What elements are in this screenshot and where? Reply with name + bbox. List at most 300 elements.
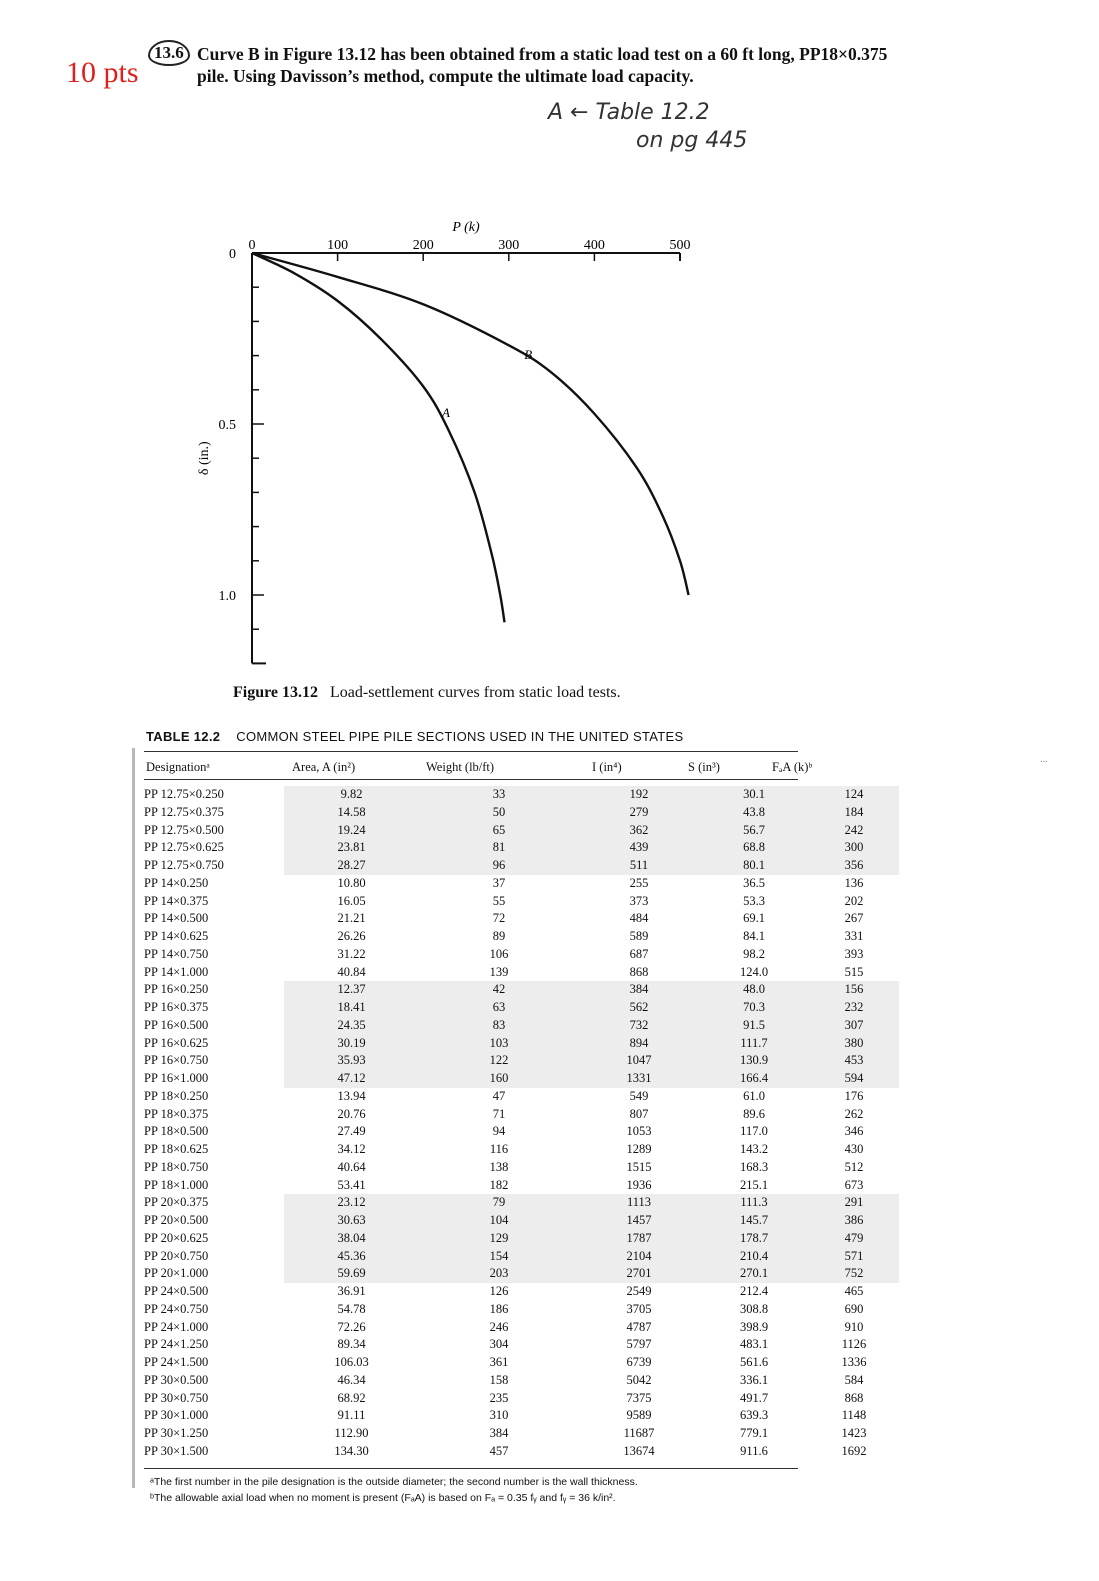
problem-number: 13.6 — [148, 40, 190, 66]
table-cell: 182 — [489, 1177, 509, 1192]
table-cell: 868 — [629, 964, 649, 979]
table-cell: 46.34 — [337, 1372, 366, 1387]
table-cell: 5797 — [626, 1337, 652, 1352]
table-cell: 111.3 — [699, 1194, 809, 1212]
table-row — [144, 1052, 899, 1070]
column-header-designation: Designationᵃ — [146, 760, 210, 774]
table-cell: 752 — [809, 1265, 899, 1283]
table-cell: 178.7 — [699, 1230, 809, 1248]
x-tick-label: 200 — [412, 238, 434, 253]
table-cell: 479 — [809, 1230, 899, 1248]
table-cell: 89.34 — [337, 1337, 366, 1352]
table-cell: 491.7 — [739, 1390, 769, 1405]
column-header-inertia: I (in⁴) — [592, 760, 622, 774]
table-cell: 562 — [579, 999, 699, 1017]
table-cell: 20.76 — [337, 1106, 366, 1121]
curve-a — [252, 253, 505, 622]
table-cell: 14.58 — [284, 804, 419, 822]
table-cell: 571 — [809, 1248, 899, 1266]
table-cell: 59.69 — [284, 1265, 419, 1283]
table-cell: PP 24×1.500 — [144, 1355, 209, 1369]
table-cell: 267 — [844, 911, 864, 926]
table-cell: 69.1 — [743, 911, 765, 926]
table-cell: 356 — [809, 857, 899, 875]
x-tick-label: 0 — [248, 238, 256, 253]
table-cell: PP 18×0.750 — [144, 1159, 209, 1174]
table-cell: 68.92 — [337, 1390, 366, 1405]
table-cell: 98.2 — [743, 946, 765, 961]
table-cell: 1515 — [626, 1159, 652, 1174]
table-cell: PP 16×0.250 — [144, 982, 209, 997]
table-cell: 168.3 — [739, 1159, 769, 1174]
table-cell: 129 — [419, 1230, 579, 1248]
table-cell: 639.3 — [739, 1408, 769, 1423]
table-cell: 11687 — [623, 1426, 655, 1440]
table-row — [144, 1123, 899, 1141]
table-cell: 6739 — [626, 1355, 652, 1369]
table-row — [144, 1372, 899, 1390]
scan-edge-bar — [132, 748, 135, 1488]
table-cell: 156 — [809, 981, 899, 999]
table-cell: 910 — [844, 1319, 864, 1334]
table-cell: 24.35 — [284, 1017, 419, 1035]
table-cell: PP 12.75×0.625 — [144, 840, 224, 855]
table-cell: 732 — [579, 1017, 699, 1035]
table-cell: 31.22 — [337, 946, 366, 961]
table-row — [144, 1283, 899, 1301]
table-cell: PP 14×0.250 — [144, 875, 209, 890]
table-cell: 807 — [629, 1106, 649, 1121]
table-cell: 346 — [844, 1124, 864, 1139]
table-cell: 42 — [419, 981, 579, 999]
table-cell: PP 18×0.250 — [144, 1088, 209, 1103]
table-cell: 72.26 — [337, 1319, 366, 1334]
table-cell: 515 — [844, 964, 864, 979]
table-cell: 80.1 — [699, 857, 809, 875]
table-cell: 111.7 — [699, 1035, 809, 1053]
table-row — [144, 1265, 899, 1283]
table-cell: 255 — [629, 875, 649, 890]
table-cell: 176 — [844, 1088, 864, 1103]
table-cell: 242 — [809, 822, 899, 840]
table-cell: 116 — [489, 1142, 509, 1156]
table-cell: 13674 — [623, 1443, 655, 1458]
table-cell: 361 — [489, 1355, 509, 1369]
table-cell: 1457 — [579, 1212, 699, 1230]
margin-mark: ... — [1040, 754, 1048, 765]
table-row — [144, 946, 899, 964]
table-cell: 79 — [419, 1194, 579, 1212]
table-cell: 47.12 — [284, 1070, 419, 1088]
table-cell: 136 — [844, 875, 864, 890]
table-cell: 1692 — [841, 1443, 867, 1458]
table-cell: 184 — [809, 804, 899, 822]
table-row — [144, 1301, 899, 1319]
table-cell: 47 — [492, 1088, 506, 1103]
table-cell: PP 30×0.750 — [144, 1390, 209, 1405]
table-cell: 380 — [809, 1035, 899, 1053]
table-cell: PP 12.75×0.750 — [144, 858, 224, 872]
table-cell: 511 — [579, 857, 699, 875]
table-cell: 154 — [419, 1248, 579, 1266]
table-cell: 594 — [809, 1070, 899, 1088]
table-cell: 23.12 — [284, 1194, 419, 1212]
table-cell: 439 — [579, 839, 699, 857]
table-cell: PP 12.75×0.375 — [144, 804, 224, 819]
table-row — [144, 928, 899, 946]
table-cell: 1047 — [579, 1052, 699, 1070]
table-cell: 103 — [419, 1035, 579, 1053]
table-cell: 91.11 — [337, 1408, 366, 1423]
table-cell: 308.8 — [739, 1301, 769, 1316]
table-cell: 212.4 — [739, 1284, 769, 1298]
table-row — [144, 1194, 899, 1212]
table-cell: 112.90 — [334, 1426, 369, 1440]
table-cell: 71 — [492, 1106, 506, 1121]
x-tick-label: 100 — [327, 238, 349, 253]
table-row — [144, 1159, 899, 1177]
table-cell: 23.81 — [284, 839, 419, 857]
y-tick-label: 1.0 — [218, 589, 236, 604]
table-top-rule — [144, 751, 798, 752]
table-cell: 393 — [844, 946, 864, 961]
table-cell: 91.5 — [699, 1017, 809, 1035]
table-cell: 561.6 — [739, 1355, 769, 1369]
table-cell: PP 16×0.625 — [144, 1035, 209, 1050]
table-cell: PP 18×0.625 — [144, 1142, 209, 1156]
column-header-area: Area, A (in²) — [292, 760, 356, 774]
table-cell: 779.1 — [739, 1426, 769, 1440]
table-cell: 673 — [844, 1177, 864, 1192]
table-row — [144, 1141, 899, 1159]
table-cell: 235 — [489, 1390, 509, 1405]
table-cell: 45.36 — [284, 1248, 419, 1266]
column-header-allowable-load: FₐA (k)ᵇ — [772, 760, 813, 774]
table-cell: 160 — [419, 1070, 579, 1088]
figure-caption-text: Load-settlement curves from static load tests. — [330, 684, 621, 701]
table-label: TABLE 12.2 — [146, 729, 221, 744]
table-cell: PP 14×0.500 — [144, 911, 209, 926]
table-cell: 373 — [629, 893, 649, 908]
table-cell: 48.0 — [699, 981, 809, 999]
table-cell: 19.24 — [284, 822, 419, 840]
curve-b-label: B — [524, 347, 533, 363]
table-cell: 1331 — [579, 1070, 699, 1088]
table-row — [144, 1443, 899, 1461]
footnote-b: ᵇThe allowable axial load when no moment is present (FₐA) is based on Fₐ = 0.35 fᵧ and fᵧ = 36 k/in². — [150, 1492, 616, 1504]
table-cell: PP 20×0.625 — [144, 1230, 209, 1245]
table-cell: 687 — [629, 946, 649, 961]
table-cell: 215.1 — [739, 1177, 769, 1192]
table-cell: PP 20×0.500 — [144, 1213, 209, 1227]
table-cell: 1787 — [579, 1230, 699, 1248]
table-cell: 270.1 — [699, 1265, 809, 1283]
table-cell: 94 — [492, 1124, 506, 1139]
table-cell: 63 — [419, 999, 579, 1017]
table-cell: 89.6 — [743, 1106, 765, 1121]
table-cell: PP 18×0.375 — [144, 1106, 209, 1121]
figure-caption-number: Figure 13.12 — [233, 684, 319, 701]
table-cell: 35.93 — [284, 1052, 419, 1070]
table-cell: 232 — [809, 999, 899, 1017]
table-cell: 210.4 — [699, 1248, 809, 1266]
table-cell: 484 — [629, 911, 649, 926]
table-cell: 145.7 — [699, 1212, 809, 1230]
table-cell: 384 — [579, 981, 699, 999]
table-cell: 130.9 — [699, 1052, 809, 1070]
table-cell: 1936 — [626, 1177, 652, 1192]
table-row — [144, 839, 899, 857]
table-cell: 911.6 — [740, 1443, 768, 1458]
table-cell: 465 — [844, 1284, 864, 1298]
table-cell: 1113 — [579, 1194, 699, 1212]
table-cell: 126 — [489, 1284, 509, 1298]
table-cell: PP 14×0.625 — [144, 929, 209, 943]
table-row — [144, 893, 899, 911]
table-cell: 310 — [489, 1408, 509, 1423]
table-cell: 336.1 — [739, 1372, 769, 1387]
table-cell: 36.5 — [743, 875, 765, 890]
table-cell: PP 18×1.000 — [144, 1177, 209, 1192]
table-cell: PP 24×0.750 — [144, 1301, 209, 1316]
table-cell: 26.26 — [337, 929, 366, 943]
table-cell: 50 — [419, 804, 579, 822]
table-cell: 84.1 — [743, 929, 765, 943]
table-row — [144, 1035, 899, 1053]
table-cell: 106.03 — [334, 1355, 369, 1369]
table-row — [144, 1230, 899, 1248]
table-row — [144, 1248, 899, 1266]
table-row — [144, 822, 899, 840]
table-cell: PP 30×1.500 — [144, 1443, 209, 1458]
table-cell: 1126 — [841, 1337, 867, 1352]
table-cell: 139 — [489, 964, 509, 979]
handwritten-note-line-2: on pg 445 — [636, 128, 748, 153]
table-row — [144, 857, 899, 875]
table-cell: 1336 — [841, 1355, 867, 1369]
table-cell: 457 — [489, 1443, 509, 1458]
table-row — [144, 875, 899, 893]
table-cell: PP 14×0.375 — [144, 893, 209, 908]
table-cell: PP 16×1.000 — [144, 1071, 209, 1085]
table-cell: PP 20×0.375 — [144, 1195, 209, 1210]
table-title-text: COMMON STEEL PIPE PILE SECTIONS USED IN THE UNITED STATES — [236, 729, 684, 744]
table-cell: 37 — [492, 875, 506, 890]
table-cell: 2701 — [579, 1265, 699, 1283]
table-cell: 55 — [492, 893, 506, 908]
table-cell: 2549 — [626, 1284, 652, 1298]
table-cell: 72 — [492, 911, 506, 926]
table-title — [146, 729, 683, 744]
table-cell: 483.1 — [739, 1337, 769, 1352]
table-cell: 21.21 — [337, 911, 366, 926]
table-cell: PP 12.75×0.250 — [144, 787, 224, 801]
table-cell: 166.4 — [699, 1070, 809, 1088]
table-cell: 362 — [579, 822, 699, 840]
table-cell: 2104 — [579, 1248, 699, 1266]
table-cell: 16.05 — [337, 893, 366, 908]
table-cell: 83 — [419, 1017, 579, 1035]
table-row — [144, 786, 899, 804]
table-row — [144, 1212, 899, 1230]
table-row — [144, 1336, 899, 1354]
table-cell: 38.04 — [284, 1230, 419, 1248]
column-header-section-modulus: S (in³) — [688, 760, 720, 774]
table-cell: 70.3 — [699, 999, 809, 1017]
y-tick-label: 0 — [229, 247, 236, 262]
table-row — [144, 1070, 899, 1088]
table-cell: 690 — [844, 1301, 864, 1316]
table-cell: 186 — [489, 1301, 509, 1316]
table-cell: 10.80 — [337, 875, 366, 890]
table-cell: 65 — [419, 822, 579, 840]
table-cell: 589 — [629, 929, 649, 943]
table-row — [144, 1017, 899, 1035]
table-cell: 549 — [629, 1088, 649, 1103]
table-cell: 300 — [809, 839, 899, 857]
table-row — [144, 1088, 899, 1106]
table-cell: PP 24×1.250 — [144, 1337, 209, 1352]
pile-sections-table — [144, 786, 899, 1461]
table-cell: 386 — [809, 1212, 899, 1230]
table-cell: PP 30×0.500 — [144, 1372, 209, 1387]
table-cell: 61.0 — [743, 1088, 765, 1103]
table-cell: PP 24×1.000 — [144, 1319, 209, 1334]
table-cell: 68.8 — [699, 839, 809, 857]
load-settlement-chart — [180, 210, 720, 680]
table-cell: PP 30×1.250 — [144, 1426, 209, 1440]
table-cell: PP 20×1.000 — [144, 1266, 209, 1281]
table-row — [144, 1106, 899, 1124]
footnote-a: ᵃThe first number in the pile designation is the outside diameter; the second number is the wall thickness. — [150, 1476, 638, 1488]
table-cell: 4787 — [626, 1319, 652, 1334]
table-cell: 398.9 — [739, 1319, 769, 1334]
table-cell: 36.91 — [337, 1284, 366, 1298]
table-cell: 262 — [844, 1106, 864, 1121]
table-header-rule — [144, 779, 798, 780]
table-row — [144, 804, 899, 822]
table-row — [144, 1319, 899, 1337]
table-cell: 34.12 — [337, 1142, 366, 1156]
table-cell: 158 — [489, 1372, 509, 1387]
table-cell: PP 16×0.500 — [144, 1017, 209, 1032]
table-cell: 124.0 — [739, 964, 769, 979]
table-cell: 3705 — [626, 1301, 652, 1316]
table-cell: 279 — [579, 804, 699, 822]
table-cell: 43.8 — [699, 804, 809, 822]
table-cell: 106 — [489, 946, 509, 961]
table-cell: 1423 — [841, 1426, 867, 1440]
table-cell: PP 16×0.375 — [144, 1000, 209, 1014]
column-header-weight: Weight (lb/ft) — [426, 760, 495, 774]
table-cell: 9589 — [626, 1408, 652, 1423]
x-tick-label: 300 — [498, 238, 520, 253]
table-row — [144, 1425, 899, 1443]
table-cell: 138 — [489, 1159, 509, 1174]
table-cell: PP 12.75×0.500 — [144, 822, 224, 837]
table-row — [144, 1177, 899, 1195]
table-cell: 134.30 — [334, 1443, 369, 1458]
x-axis-label: P (k) — [452, 220, 480, 235]
table-cell: 7375 — [626, 1390, 652, 1405]
table-cell: 18.41 — [284, 999, 419, 1017]
table-cell: 202 — [844, 893, 864, 908]
table-cell: PP 18×0.500 — [144, 1124, 209, 1139]
handwritten-note-line-1: A ← Table 12.2 — [548, 100, 710, 125]
table-cell: 53.3 — [743, 893, 765, 908]
question-line-2: pile. Using Davisson’s method, compute the ultimate load capacity. — [197, 66, 694, 86]
table-cell: 331 — [844, 929, 864, 943]
table-cell: 512 — [844, 1159, 864, 1174]
table-cell: 30.1 — [699, 786, 809, 804]
table-cell: 40.64 — [337, 1159, 366, 1174]
points-label: 10 pts — [66, 56, 139, 89]
table-cell: 203 — [419, 1265, 579, 1283]
table-cell: 291 — [809, 1194, 899, 1212]
table-cell: 430 — [844, 1142, 864, 1156]
table-cell: 143.2 — [739, 1142, 769, 1156]
table-cell: 13.94 — [337, 1088, 366, 1103]
table-cell: 54.78 — [337, 1301, 366, 1316]
table-bottom-rule — [144, 1468, 798, 1469]
table-row — [144, 999, 899, 1017]
table-cell: 53.41 — [337, 1177, 366, 1192]
table-cell: 584 — [844, 1372, 864, 1387]
table-row — [144, 964, 899, 982]
table-cell: PP 20×0.750 — [144, 1248, 209, 1263]
y-tick-label: 0.5 — [218, 418, 236, 433]
table-cell: 124 — [809, 786, 899, 804]
table-cell: 81 — [419, 839, 579, 857]
table-cell: 304 — [489, 1337, 509, 1352]
table-cell: PP 14×0.750 — [144, 946, 209, 961]
table-cell: 40.84 — [337, 964, 366, 979]
table-cell: 33 — [419, 786, 579, 804]
table-cell: 9.82 — [284, 786, 419, 804]
x-tick-label: 400 — [583, 238, 605, 253]
table-cell: 104 — [419, 1212, 579, 1230]
table-cell: 246 — [489, 1319, 509, 1334]
table-cell: 30.19 — [284, 1035, 419, 1053]
table-cell: 1053 — [626, 1124, 652, 1139]
table-cell: 89 — [492, 929, 506, 943]
table-cell: 894 — [579, 1035, 699, 1053]
table-cell: 56.7 — [699, 822, 809, 840]
table-cell: 5042 — [626, 1372, 652, 1387]
table-cell: PP 24×0.500 — [144, 1284, 209, 1298]
table-cell: 117.0 — [740, 1124, 768, 1139]
x-tick-label: 500 — [669, 238, 691, 253]
figure-caption — [233, 684, 621, 702]
table-cell: 12.37 — [284, 981, 419, 999]
table-cell: 453 — [809, 1052, 899, 1070]
table-cell: 307 — [809, 1017, 899, 1035]
table-cell: 192 — [579, 786, 699, 804]
table-cell: 30.63 — [284, 1212, 419, 1230]
table-row — [144, 981, 899, 999]
table-cell: PP 16×0.750 — [144, 1053, 209, 1068]
table-cell: PP 14×1.000 — [144, 964, 209, 979]
table-cell: PP 30×1.000 — [144, 1408, 209, 1423]
table-row — [144, 1354, 899, 1372]
curve-b — [252, 253, 689, 595]
table-cell: 1148 — [841, 1408, 867, 1423]
curve-a-label: A — [442, 405, 450, 421]
table-row — [144, 1390, 899, 1408]
table-cell: 122 — [419, 1052, 579, 1070]
table-cell: 384 — [489, 1426, 509, 1440]
y-axis-label: δ (in.) — [197, 441, 212, 476]
